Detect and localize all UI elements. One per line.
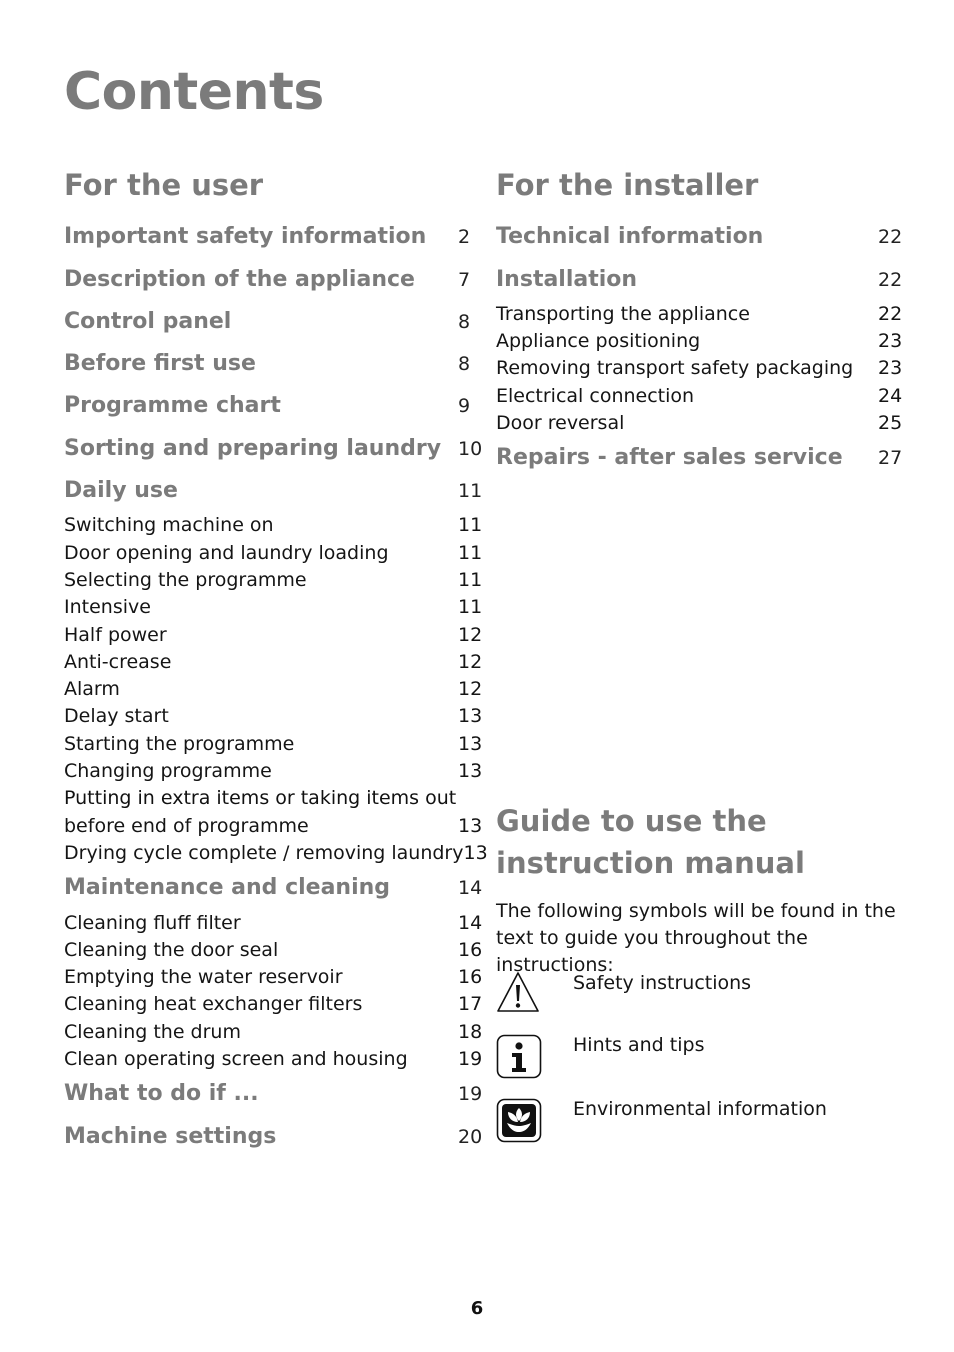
installer-toc-column	[496, 168, 906, 479]
toc-entry-label: Machine settings	[64, 1123, 277, 1149]
toc-subentry[interactable]	[64, 512, 482, 539]
symbol-safety	[496, 970, 752, 1014]
user-toc-list	[64, 216, 488, 1158]
toc-subentry[interactable]	[64, 730, 482, 757]
toc-subentry[interactable]	[64, 703, 482, 730]
toc-subentry[interactable]	[64, 964, 482, 991]
toc-subentry[interactable]	[64, 676, 482, 703]
toc-page-number: 13	[458, 760, 483, 783]
toc-section-entry[interactable]	[64, 216, 482, 258]
toc-subentry[interactable]	[64, 594, 482, 621]
toc-page-number: 16	[458, 938, 483, 961]
toc-page-number: 9	[458, 395, 471, 418]
installer-section-heading: For the installer	[496, 168, 759, 202]
environment-flower-icon	[496, 1098, 542, 1144]
toc-section-entry[interactable]	[64, 301, 482, 343]
toc-section-entry[interactable]	[64, 343, 482, 385]
toc-entry-label: What to do if ...	[64, 1081, 259, 1107]
user-section-heading: For the user	[64, 168, 264, 202]
toc-section-entry[interactable]	[496, 437, 906, 479]
toc-entry-label: Anti-crease	[64, 650, 172, 673]
toc-entry-label: Transporting the appliance	[496, 302, 750, 325]
toc-subentry[interactable]	[64, 937, 482, 964]
toc-entry-label: Daily use	[64, 478, 178, 504]
toc-page-number: 10	[458, 437, 483, 460]
info-icon	[496, 1034, 542, 1080]
symbol-safety-label: Safety instructions	[573, 972, 752, 994]
toc-entry-label: Switching machine on	[64, 514, 274, 537]
toc-page-number: 18	[458, 1020, 483, 1043]
guide-heading	[496, 800, 916, 884]
toc-page-number: 23	[878, 330, 903, 353]
guide-intro-text: The following symbols will be found in the text to guide you throughout the instructions:	[496, 900, 896, 976]
toc-entry-label: Technical information	[496, 224, 764, 250]
toc-subentry[interactable]	[496, 355, 906, 382]
toc-entry-label: Repairs - after sales service	[496, 445, 843, 471]
toc-entry-label: Door opening and laundry loading	[64, 541, 389, 564]
toc-entry-label: Delay start	[64, 705, 169, 728]
toc-page-number: 20	[458, 1125, 483, 1148]
toc-section-entry[interactable]	[64, 1115, 482, 1157]
toc-page-number: 14	[458, 877, 483, 900]
toc-subentry[interactable]	[64, 991, 482, 1018]
toc-entry-label: Appliance positioning	[496, 330, 701, 353]
toc-entry-label: Emptying the water reservoir	[64, 966, 343, 989]
toc-page-number: 12	[458, 678, 483, 701]
toc-entry-label: Cleaning the drum	[64, 1020, 241, 1043]
toc-subentry[interactable]	[64, 539, 482, 566]
toc-entry-label: Drying cycle complete / removing laundry	[64, 841, 464, 864]
toc-entry-label: Description of the appliance	[64, 266, 415, 292]
user-toc-column	[64, 168, 488, 1158]
guide-section	[496, 800, 916, 979]
toc-section-entry[interactable]	[64, 867, 482, 909]
toc-page-number: 22	[878, 268, 903, 291]
page-number: 6	[470, 1298, 484, 1319]
toc-page-number: 14	[458, 911, 483, 934]
toc-section-entry[interactable]	[64, 258, 482, 300]
toc-subentry[interactable]	[496, 382, 906, 409]
toc-entry-label: Starting the programme	[64, 732, 295, 755]
toc-entry-label: Selecting the programme	[64, 568, 307, 591]
toc-page-number: 25	[878, 412, 903, 435]
toc-section-entry[interactable]	[496, 216, 906, 258]
toc-page-number: 11	[458, 568, 483, 591]
toc-entry-label: Control panel	[64, 308, 232, 334]
toc-entry-label: Important safety information	[64, 224, 427, 250]
toc-page-number: 19	[458, 1083, 483, 1106]
toc-page-number: 12	[458, 650, 483, 673]
toc-entry-label: Cleaning fluff filter	[64, 911, 241, 934]
toc-page-number: 11	[458, 541, 483, 564]
toc-page-number: 23	[878, 357, 903, 380]
toc-section-entry[interactable]	[64, 470, 482, 512]
toc-page-number: 8	[458, 353, 471, 376]
toc-subentry[interactable]	[64, 621, 482, 648]
toc-page-number: 13	[463, 841, 488, 864]
toc-page-number: 16	[458, 966, 483, 989]
guide-heading-line-1: Guide to use the	[496, 804, 767, 838]
toc-subentry[interactable]	[64, 909, 482, 936]
toc-entry-label: Maintenance and cleaning	[64, 875, 391, 901]
toc-section-entry[interactable]	[64, 1073, 482, 1115]
toc-page-number: 11	[458, 514, 483, 537]
toc-page-number: 17	[458, 993, 483, 1016]
toc-subentry[interactable]	[64, 1018, 482, 1045]
toc-section-entry[interactable]	[64, 427, 482, 469]
toc-subentry[interactable]	[64, 812, 482, 839]
toc-page-number: 12	[458, 623, 483, 646]
toc-page-number: 13	[458, 732, 483, 755]
toc-subentry[interactable]	[496, 328, 906, 355]
symbol-hints-label: Hints and tips	[573, 1034, 705, 1056]
toc-entry-label: before end of programme	[64, 814, 309, 837]
toc-entry-label: Intensive	[64, 596, 151, 619]
toc-page-number: 27	[878, 447, 903, 470]
guide-heading-line-2: instruction manual	[496, 846, 805, 880]
toc-entry-label: Cleaning heat exchanger filters	[64, 993, 363, 1016]
warning-triangle-icon	[496, 970, 540, 1014]
toc-subentry[interactable]	[64, 840, 488, 867]
toc-subentry[interactable]	[64, 649, 482, 676]
toc-entry-label: Alarm	[64, 678, 120, 701]
toc-page-number: 19	[458, 1048, 483, 1071]
toc-entry-label: Installation	[496, 266, 638, 292]
toc-entry-label: Before first use	[64, 351, 256, 377]
toc-section-entry[interactable]	[496, 258, 906, 300]
toc-subentry[interactable]	[496, 410, 906, 437]
toc-page-number: 13	[458, 705, 483, 728]
page-title: Contents	[64, 62, 324, 122]
toc-entry-label-line: Putting in extra items or taking items out	[64, 787, 457, 810]
installer-toc-list	[496, 216, 906, 479]
toc-entry-label: Removing transport safety packaging	[496, 357, 854, 380]
toc-subentry[interactable]	[64, 758, 482, 785]
toc-page-number: 24	[878, 384, 903, 407]
symbol-environment-label: Environmental information	[573, 1098, 827, 1120]
toc-page-number: 22	[878, 226, 903, 249]
toc-entry-label: Half power	[64, 623, 167, 646]
toc-entry-label: Electrical connection	[496, 384, 695, 407]
toc-subentry[interactable]	[64, 1046, 482, 1073]
toc-entry-label: Cleaning the door seal	[64, 938, 279, 961]
toc-entry-label: Programme chart	[64, 393, 281, 419]
toc-entry-label: Changing programme	[64, 760, 272, 783]
symbol-hints	[496, 1034, 705, 1080]
toc-page-number: 8	[458, 310, 471, 333]
toc-page-number: 13	[458, 814, 483, 837]
toc-section-entry[interactable]	[64, 385, 482, 427]
toc-subentry[interactable]	[64, 567, 482, 594]
toc-page-number: 7	[458, 268, 471, 291]
toc-page-number: 11	[458, 480, 483, 503]
toc-page-number: 2	[458, 226, 471, 249]
toc-entry-label: Door reversal	[496, 412, 625, 435]
toc-page-number: 22	[878, 302, 903, 325]
toc-entry-label: Sorting and preparing laundry	[64, 435, 442, 461]
toc-entry-label: Clean operating screen and housing	[64, 1048, 408, 1071]
toc-subentry[interactable]	[496, 301, 906, 328]
toc-page-number: 11	[458, 596, 483, 619]
symbol-environment	[496, 1098, 827, 1144]
